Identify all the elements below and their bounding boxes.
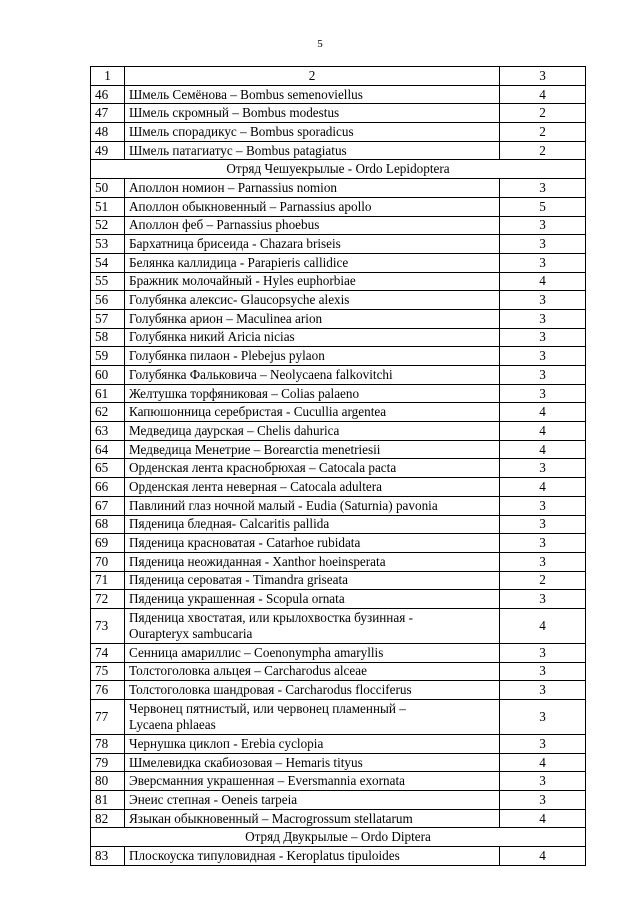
row-number: 59 [91,347,125,366]
table-row [91,590,586,609]
species-name: Голубянка Фальковича – Neolycaena falkovitchi [125,366,500,385]
table-row [91,534,586,553]
status-category: 3 [500,216,586,235]
species-name [125,608,500,643]
row-number: 57 [91,309,125,328]
row-number: 79 [91,753,125,772]
table-row [91,347,586,366]
row-number: 65 [91,459,125,478]
status-category: 2 [500,141,586,160]
row-number: 83 [91,847,125,866]
species-name: Шмель скромный – Bombus modestus [125,104,500,123]
row-number: 64 [91,440,125,459]
species-name: Шмелевидка скабиозовая – Hemaris tityus [125,753,500,772]
row-number: 68 [91,515,125,534]
page-number: 5 [317,38,323,50]
table-row [91,552,586,571]
table-row [91,272,586,291]
row-number: 60 [91,366,125,385]
table-row [91,197,586,216]
row-number: 52 [91,216,125,235]
table-row [91,791,586,810]
order-header-row [91,828,586,847]
row-number: 73 [91,608,125,643]
table-row [91,772,586,791]
row-number: 47 [91,104,125,123]
status-category: 3 [500,235,586,254]
table-row [91,809,586,828]
table-row [91,309,586,328]
species-name-line: Пяденица хвостатая, или крылохвостка бузинная - [129,609,413,625]
species-name: Аполлон обыкновенный – Parnassius apollo [125,197,500,216]
status-category: 3 [500,534,586,553]
table-row [91,459,586,478]
table-row [91,700,586,735]
status-category: 3 [500,179,586,198]
table-row [91,123,586,142]
species-name: Чернушка циклоп - Erebia cyclopia [125,735,500,754]
species-name: Пяденица красноватая - Catarhoe rubidata [125,534,500,553]
status-category: 4 [500,753,586,772]
species-name: Языкан обыкновенный – Macrogrossum stellatarum [125,809,500,828]
row-number: 54 [91,253,125,272]
species-name: Энеис степная - Oeneis tarpeia [125,791,500,810]
species-name: Голубянка пилаон - Plebejus pylaon [125,347,500,366]
table-row [91,571,586,590]
order-title: Отряд Двукрылые – Ordo Diptera [91,828,586,847]
species-name: Аполлон номион – Parnassius nomion [125,179,500,198]
status-category: 3 [500,662,586,681]
species-name: Шмель патагиатус – Bombus patagiatus [125,141,500,160]
table-row [91,478,586,497]
row-number: 51 [91,197,125,216]
table-body [91,67,586,866]
species-name-line: Червонец пятнистый, или червонец пламенный – [129,701,406,716]
table-row [91,403,586,422]
species-name-line: Lycaena phlaeas [129,717,216,732]
table-row [91,847,586,866]
table-row [91,643,586,662]
status-category: 3 [500,496,586,515]
table-row [91,328,586,347]
row-number: 46 [91,85,125,104]
row-number: 61 [91,384,125,403]
row-number: 56 [91,291,125,310]
species-name: Аполлон феб – Parnassius phoebus [125,216,500,235]
status-category: 3 [500,590,586,609]
table-row [91,104,586,123]
row-number: 80 [91,772,125,791]
status-category: 3 [500,681,586,700]
row-number: 71 [91,571,125,590]
status-category: 3 [500,309,586,328]
table-row [91,515,586,534]
table-row [91,235,586,254]
species-table [90,66,586,866]
row-number: 77 [91,700,125,735]
table-row [91,735,586,754]
species-name: Пяденица сероватая - Timandra griseata [125,571,500,590]
table-row [91,681,586,700]
status-category: 4 [500,809,586,828]
table-header-row [91,67,586,86]
row-number: 50 [91,179,125,198]
species-name: Шмель спорадикус – Bombus sporadicus [125,123,500,142]
species-name: Плоскоуска типуловидная - Keroplatus tipuloides [125,847,500,866]
status-category: 4 [500,608,586,643]
row-number: 62 [91,403,125,422]
species-name: Шмель Семёнова – Bombus semenoviellus [125,85,500,104]
species-name: Голубянка алексис- Glaucopsyche alexis [125,291,500,310]
species-name: Пяденица неожиданная - Xanthor hoeinsperata [125,552,500,571]
row-number: 81 [91,791,125,810]
status-category: 4 [500,85,586,104]
species-name: Медведица даурская – Chelis dahurica [125,422,500,441]
row-number: 82 [91,809,125,828]
row-number: 78 [91,735,125,754]
row-number: 49 [91,141,125,160]
species-name: Голубянка арион – Maculinea arion [125,309,500,328]
species-name: Орденская лента краснобрюхая – Catocala pacta [125,459,500,478]
status-category: 3 [500,643,586,662]
table-row [91,291,586,310]
table-row [91,384,586,403]
row-number: 66 [91,478,125,497]
table-row [91,253,586,272]
row-number: 67 [91,496,125,515]
table-row [91,366,586,385]
status-category: 5 [500,197,586,216]
status-category: 4 [500,272,586,291]
row-number: 75 [91,662,125,681]
row-number: 69 [91,534,125,553]
header-col-status: 3 [500,67,586,86]
row-number: 58 [91,328,125,347]
header-col-number: 1 [91,67,125,86]
order-title: Отряд Чешуекрылые - Ordo Lepidoptera [91,160,586,179]
species-name: Толстоголовка альцея – Carcharodus alceae [125,662,500,681]
status-category: 3 [500,291,586,310]
row-number: 70 [91,552,125,571]
status-category: 3 [500,772,586,791]
status-category: 4 [500,478,586,497]
table-row [91,753,586,772]
table-row [91,496,586,515]
species-name: Толстоголовка шандровая - Carcharodus flocciferus [125,681,500,700]
header-col-name: 2 [125,67,500,86]
row-number: 76 [91,681,125,700]
table-row [91,440,586,459]
status-category: 4 [500,847,586,866]
species-name: Павлиний глаз ночной малый - Eudia (Saturnia) pavonia [125,496,500,515]
status-category: 3 [500,552,586,571]
status-category: 3 [500,347,586,366]
row-number: 53 [91,235,125,254]
status-category: 3 [500,459,586,478]
status-category: 4 [500,422,586,441]
status-category: 3 [500,700,586,735]
table-row [91,662,586,681]
species-name: Бархатница брисеида - Chazara briseis [125,235,500,254]
species-name: Эверсманния украшенная – Eversmannia exornata [125,772,500,791]
status-category: 3 [500,366,586,385]
species-name: Сенница амариллис – Coenonympha amaryllis [125,643,500,662]
table-row [91,179,586,198]
row-number: 48 [91,123,125,142]
species-name: Пяденица бледная- Calcaritis pallida [125,515,500,534]
status-category: 3 [500,515,586,534]
row-number: 72 [91,590,125,609]
status-category: 2 [500,123,586,142]
table-row [91,422,586,441]
species-name: Белянка каллидица - Parapieris callidice [125,253,500,272]
table-row [91,85,586,104]
order-header-row [91,160,586,179]
table-row [91,608,586,643]
species-name: Пяденица украшенная - Scopula ornata [125,590,500,609]
species-name: Голубянка никий Aricia nicias [125,328,500,347]
status-category: 4 [500,440,586,459]
status-category: 3 [500,328,586,347]
species-name: Медведица Менетрие – Borearctia menetriesii [125,440,500,459]
species-name: Бражник молочайный - Hyles euphorbiae [125,272,500,291]
status-category: 3 [500,384,586,403]
status-category: 4 [500,403,586,422]
species-name [125,700,500,735]
row-number: 55 [91,272,125,291]
table-row [91,141,586,160]
status-category: 2 [500,104,586,123]
table-row [91,216,586,235]
row-number: 74 [91,643,125,662]
row-number: 63 [91,422,125,441]
status-category: 2 [500,571,586,590]
species-name: Желтушка торфяниковая – Colias palaeno [125,384,500,403]
species-name-line: Ourapteryx sambucaria [129,625,253,641]
species-name: Капюшонница серебристая - Cucullia argentea [125,403,500,422]
status-category: 3 [500,735,586,754]
status-category: 3 [500,791,586,810]
species-name: Орденская лента неверная – Catocala adultera [125,478,500,497]
status-category: 3 [500,253,586,272]
